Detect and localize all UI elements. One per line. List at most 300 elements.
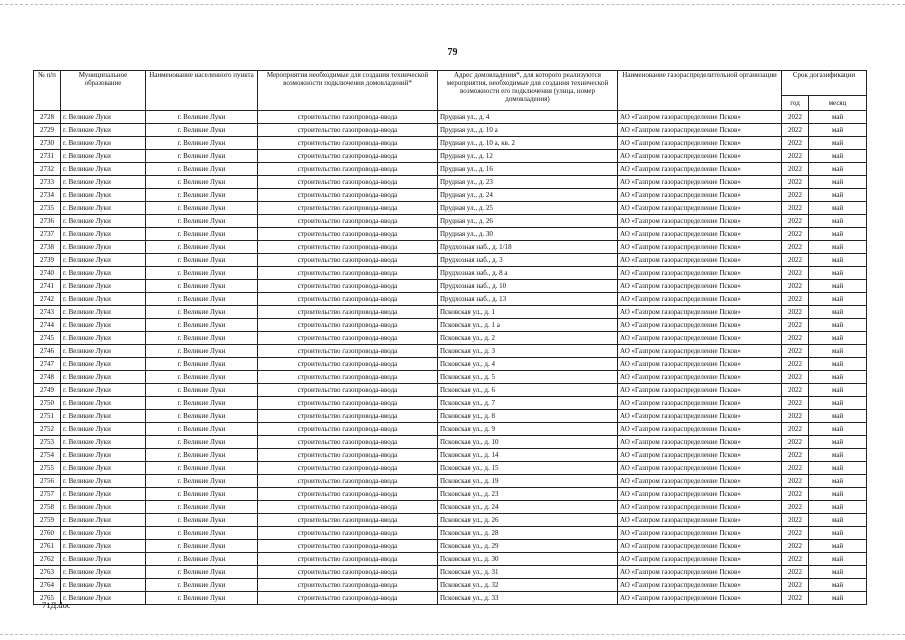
organization-cell: АО «Газпром газораспределение Псков»: [618, 215, 782, 228]
organization-cell: АО «Газпром газораспределение Псков»: [618, 306, 782, 319]
settlement-cell: г. Великие Луки: [146, 215, 258, 228]
address-cell: Псковская ул., д. 3: [438, 345, 618, 358]
table-row: [34, 384, 867, 397]
measure-cell: строительство газопровода-ввода: [258, 436, 438, 449]
address-cell: Прудхозная наб., д. 10: [438, 280, 618, 293]
month-cell: май: [809, 254, 867, 267]
row-number: 2739: [34, 254, 61, 267]
address-cell: Псковская ул., д. 30: [438, 553, 618, 566]
month-cell: май: [809, 124, 867, 137]
row-number: 2730: [34, 137, 61, 150]
table-row: [34, 319, 867, 332]
address-cell: Прудная ул., д. 4: [438, 111, 618, 124]
organization-cell: АО «Газпром газораспределение Псков»: [618, 267, 782, 280]
municipality-cell: г. Великие Луки: [61, 176, 146, 189]
measure-cell: строительство газопровода-ввода: [258, 501, 438, 514]
organization-cell: АО «Газпром газораспределение Псков»: [618, 332, 782, 345]
row-number: 2743: [34, 306, 61, 319]
settlement-cell: г. Великие Луки: [146, 150, 258, 163]
settlement-cell: г. Великие Луки: [146, 358, 258, 371]
measure-cell: строительство газопровода-ввода: [258, 215, 438, 228]
row-number: 2742: [34, 293, 61, 306]
row-number: 2756: [34, 475, 61, 488]
row-number: 2735: [34, 202, 61, 215]
municipality-cell: г. Великие Луки: [61, 462, 146, 475]
settlement-cell: г. Великие Луки: [146, 592, 258, 605]
gasification-table: [33, 70, 867, 605]
municipality-cell: г. Великие Луки: [61, 553, 146, 566]
year-cell: 2022: [782, 488, 809, 501]
municipality-cell: г. Великие Луки: [61, 384, 146, 397]
settlement-cell: г. Великие Луки: [146, 462, 258, 475]
table-row: [34, 267, 867, 280]
address-cell: Псковская ул., д. 4: [438, 358, 618, 371]
settlement-cell: г. Великие Луки: [146, 189, 258, 202]
address-cell: Прудная ул., д. 30: [438, 228, 618, 241]
month-cell: май: [809, 566, 867, 579]
address-cell: Псковская ул., д. 23: [438, 488, 618, 501]
municipality-cell: г. Великие Луки: [61, 592, 146, 605]
measure-cell: строительство газопровода-ввода: [258, 358, 438, 371]
address-cell: Псковская ул., д. 6: [438, 384, 618, 397]
measure-cell: строительство газопровода-ввода: [258, 137, 438, 150]
measure-cell: строительство газопровода-ввода: [258, 527, 438, 540]
month-cell: май: [809, 592, 867, 605]
municipality-cell: г. Великие Луки: [61, 566, 146, 579]
table-row: [34, 137, 867, 150]
table-row: [34, 488, 867, 501]
organization-cell: АО «Газпром газораспределение Псков»: [618, 293, 782, 306]
municipality-cell: г. Великие Луки: [61, 423, 146, 436]
row-number: 2746: [34, 345, 61, 358]
measure-cell: строительство газопровода-ввода: [258, 553, 438, 566]
address-cell: Прудхозная наб., д. 3: [438, 254, 618, 267]
year-cell: 2022: [782, 137, 809, 150]
table-row: [34, 150, 867, 163]
address-cell: Псковская ул., д. 1: [438, 306, 618, 319]
measure-cell: строительство газопровода-ввода: [258, 280, 438, 293]
municipality-cell: г. Великие Луки: [61, 475, 146, 488]
row-number: 2728: [34, 111, 61, 124]
measure-cell: строительство газопровода-ввода: [258, 254, 438, 267]
month-cell: май: [809, 215, 867, 228]
month-cell: май: [809, 319, 867, 332]
measure-cell: строительство газопровода-ввода: [258, 592, 438, 605]
municipality-cell: г. Великие Луки: [61, 488, 146, 501]
municipality-cell: г. Великие Луки: [61, 137, 146, 150]
measure-cell: строительство газопровода-ввода: [258, 332, 438, 345]
table-row: [34, 176, 867, 189]
measure-cell: строительство газопровода-ввода: [258, 345, 438, 358]
settlement-cell: г. Великие Луки: [146, 111, 258, 124]
table-row: [34, 566, 867, 579]
month-cell: май: [809, 358, 867, 371]
address-cell: Псковская ул., д. 24: [438, 501, 618, 514]
year-cell: 2022: [782, 228, 809, 241]
address-cell: Прудная ул., д. 26: [438, 215, 618, 228]
address-cell: Псковская ул., д. 8: [438, 410, 618, 423]
month-cell: май: [809, 579, 867, 592]
year-cell: 2022: [782, 592, 809, 605]
settlement-cell: г. Великие Луки: [146, 137, 258, 150]
table-row: [34, 293, 867, 306]
table-row: [34, 462, 867, 475]
municipality-cell: г. Великие Луки: [61, 514, 146, 527]
organization-cell: АО «Газпром газораспределение Псков»: [618, 553, 782, 566]
address-cell: Псковская ул., д. 31: [438, 566, 618, 579]
year-cell: 2022: [782, 202, 809, 215]
municipality-cell: г. Великие Луки: [61, 241, 146, 254]
settlement-cell: г. Великие Луки: [146, 397, 258, 410]
measure-cell: строительство газопровода-ввода: [258, 566, 438, 579]
row-number: 2755: [34, 462, 61, 475]
measure-cell: строительство газопровода-ввода: [258, 488, 438, 501]
table-row: [34, 111, 867, 124]
year-cell: 2022: [782, 410, 809, 423]
settlement-cell: г. Великие Луки: [146, 410, 258, 423]
address-cell: Прудная ул., д. 12: [438, 150, 618, 163]
year-cell: 2022: [782, 124, 809, 137]
municipality-cell: г. Великие Луки: [61, 215, 146, 228]
month-cell: май: [809, 280, 867, 293]
table-row: [34, 501, 867, 514]
measure-cell: строительство газопровода-ввода: [258, 124, 438, 137]
organization-cell: АО «Газпром газораспределение Псков»: [618, 254, 782, 267]
municipality-cell: г. Великие Луки: [61, 345, 146, 358]
row-number: 2747: [34, 358, 61, 371]
municipality-cell: г. Великие Луки: [61, 410, 146, 423]
header-organization: Наименование газораспределительной организации: [618, 71, 782, 111]
row-number: 2750: [34, 397, 61, 410]
organization-cell: АО «Газпром газораспределение Псков»: [618, 319, 782, 332]
address-cell: Псковская ул., д. 14: [438, 449, 618, 462]
measure-cell: строительство газопровода-ввода: [258, 319, 438, 332]
year-cell: 2022: [782, 319, 809, 332]
row-number: 2732: [34, 163, 61, 176]
address-cell: Прудная ул., д. 25: [438, 202, 618, 215]
table-row: [34, 124, 867, 137]
row-number: 2749: [34, 384, 61, 397]
table-row: [34, 579, 867, 592]
organization-cell: АО «Газпром газораспределение Псков»: [618, 241, 782, 254]
header-measures: Мероприятия необходимые для создания технической возможности подключения домовладений*: [258, 71, 438, 111]
measure-cell: строительство газопровода-ввода: [258, 384, 438, 397]
address-cell: Псковская ул., д. 9: [438, 423, 618, 436]
settlement-cell: г. Великие Луки: [146, 423, 258, 436]
month-cell: май: [809, 501, 867, 514]
settlement-cell: г. Великие Луки: [146, 254, 258, 267]
year-cell: 2022: [782, 189, 809, 202]
year-cell: 2022: [782, 280, 809, 293]
address-cell: Псковская ул., д. 1 а: [438, 319, 618, 332]
address-cell: Псковская ул., д. 15: [438, 462, 618, 475]
address-cell: Прудная ул., д. 16: [438, 163, 618, 176]
organization-cell: АО «Газпром газораспределение Псков»: [618, 449, 782, 462]
measure-cell: строительство газопровода-ввода: [258, 371, 438, 384]
table-row: [34, 189, 867, 202]
row-number: 2740: [34, 267, 61, 280]
year-cell: 2022: [782, 306, 809, 319]
organization-cell: АО «Газпром газораспределение Псков»: [618, 111, 782, 124]
row-number: 2753: [34, 436, 61, 449]
month-cell: май: [809, 449, 867, 462]
address-cell: Прудхозная наб., д. 13: [438, 293, 618, 306]
address-cell: Псковская ул., д. 29: [438, 540, 618, 553]
settlement-cell: г. Великие Луки: [146, 319, 258, 332]
municipality-cell: г. Великие Луки: [61, 449, 146, 462]
organization-cell: АО «Газпром газораспределение Псков»: [618, 579, 782, 592]
month-cell: май: [809, 514, 867, 527]
address-cell: Псковская ул., д. 28: [438, 527, 618, 540]
municipality-cell: г. Великие Луки: [61, 111, 146, 124]
municipality-cell: г. Великие Луки: [61, 371, 146, 384]
measure-cell: строительство газопровода-ввода: [258, 150, 438, 163]
footer-filename: 71Д.doc: [42, 600, 71, 610]
organization-cell: АО «Газпром газораспределение Псков»: [618, 228, 782, 241]
table-row: [34, 527, 867, 540]
year-cell: 2022: [782, 436, 809, 449]
table-row: [34, 163, 867, 176]
organization-cell: АО «Газпром газораспределение Псков»: [618, 540, 782, 553]
municipality-cell: г. Великие Луки: [61, 124, 146, 137]
measure-cell: строительство газопровода-ввода: [258, 267, 438, 280]
year-cell: 2022: [782, 332, 809, 345]
table-row: [34, 553, 867, 566]
table-row: [34, 202, 867, 215]
year-cell: 2022: [782, 345, 809, 358]
row-number: 2731: [34, 150, 61, 163]
header-term: Срок догазификации: [782, 71, 867, 96]
organization-cell: АО «Газпром газораспределение Псков»: [618, 566, 782, 579]
table-row: [34, 358, 867, 371]
address-cell: Прудная ул., д. 10 а, кв. 2: [438, 137, 618, 150]
organization-cell: АО «Газпром газораспределение Псков»: [618, 488, 782, 501]
settlement-cell: г. Великие Луки: [146, 267, 258, 280]
settlement-cell: г. Великие Луки: [146, 371, 258, 384]
header-address: Адрес домовладения*, для которого реализуются мероприятия, необходимые для создания технической возможности его подключения (улица, номер домовладения): [438, 71, 618, 111]
table-row: [34, 423, 867, 436]
settlement-cell: г. Великие Луки: [146, 540, 258, 553]
table-row: [34, 436, 867, 449]
address-cell: Псковская ул., д. 19: [438, 475, 618, 488]
municipality-cell: г. Великие Луки: [61, 540, 146, 553]
month-cell: май: [809, 176, 867, 189]
year-cell: 2022: [782, 397, 809, 410]
month-cell: май: [809, 111, 867, 124]
month-cell: май: [809, 150, 867, 163]
address-cell: Псковская ул., д. 26: [438, 514, 618, 527]
settlement-cell: г. Великие Луки: [146, 163, 258, 176]
settlement-cell: г. Великие Луки: [146, 241, 258, 254]
table-row: [34, 306, 867, 319]
measure-cell: строительство газопровода-ввода: [258, 410, 438, 423]
address-cell: Псковская ул., д. 33: [438, 592, 618, 605]
row-number: 2757: [34, 488, 61, 501]
header-num: № п/п: [34, 71, 61, 111]
month-cell: май: [809, 267, 867, 280]
measure-cell: строительство газопровода-ввода: [258, 163, 438, 176]
month-cell: май: [809, 384, 867, 397]
year-cell: 2022: [782, 462, 809, 475]
row-number: 2760: [34, 527, 61, 540]
address-cell: Псковская ул., д. 7: [438, 397, 618, 410]
row-number: 2748: [34, 371, 61, 384]
table-row: [34, 449, 867, 462]
row-number: 2737: [34, 228, 61, 241]
organization-cell: АО «Газпром газораспределение Псков»: [618, 189, 782, 202]
top-edge-line: [0, 4, 905, 5]
year-cell: 2022: [782, 423, 809, 436]
row-number: 2734: [34, 189, 61, 202]
year-cell: 2022: [782, 358, 809, 371]
year-cell: 2022: [782, 449, 809, 462]
organization-cell: АО «Газпром газораспределение Псков»: [618, 137, 782, 150]
municipality-cell: г. Великие Луки: [61, 293, 146, 306]
table-row: [34, 280, 867, 293]
header-municipality: Муниципальное образование: [61, 71, 146, 111]
row-number: 2741: [34, 280, 61, 293]
settlement-cell: г. Великие Луки: [146, 176, 258, 189]
month-cell: май: [809, 371, 867, 384]
month-cell: май: [809, 202, 867, 215]
month-cell: май: [809, 553, 867, 566]
measure-cell: строительство газопровода-ввода: [258, 111, 438, 124]
organization-cell: АО «Газпром газораспределение Псков»: [618, 280, 782, 293]
settlement-cell: г. Великие Луки: [146, 553, 258, 566]
organization-cell: АО «Газпром газораспределение Псков»: [618, 176, 782, 189]
month-cell: май: [809, 436, 867, 449]
month-cell: май: [809, 410, 867, 423]
year-cell: 2022: [782, 241, 809, 254]
settlement-cell: г. Великие Луки: [146, 514, 258, 527]
year-cell: 2022: [782, 150, 809, 163]
month-cell: май: [809, 163, 867, 176]
organization-cell: АО «Газпром газораспределение Псков»: [618, 124, 782, 137]
row-number: 2754: [34, 449, 61, 462]
year-cell: 2022: [782, 527, 809, 540]
organization-cell: АО «Газпром газораспределение Псков»: [618, 358, 782, 371]
measure-cell: строительство газопровода-ввода: [258, 293, 438, 306]
year-cell: 2022: [782, 215, 809, 228]
organization-cell: АО «Газпром газораспределение Псков»: [618, 150, 782, 163]
row-number: 2752: [34, 423, 61, 436]
organization-cell: АО «Газпром газораспределение Псков»: [618, 345, 782, 358]
settlement-cell: г. Великие Луки: [146, 566, 258, 579]
measure-cell: строительство газопровода-ввода: [258, 241, 438, 254]
municipality-cell: г. Великие Луки: [61, 202, 146, 215]
year-cell: 2022: [782, 514, 809, 527]
row-number: 2736: [34, 215, 61, 228]
month-cell: май: [809, 241, 867, 254]
municipality-cell: г. Великие Луки: [61, 579, 146, 592]
row-number: 2759: [34, 514, 61, 527]
address-cell: Прудная ул., д. 10 а: [438, 124, 618, 137]
table-row: [34, 215, 867, 228]
month-cell: май: [809, 228, 867, 241]
month-cell: май: [809, 293, 867, 306]
year-cell: 2022: [782, 163, 809, 176]
header-month: месяц: [809, 96, 867, 111]
organization-cell: АО «Газпром газораспределение Псков»: [618, 423, 782, 436]
organization-cell: АО «Газпром газораспределение Псков»: [618, 514, 782, 527]
row-number: 2761: [34, 540, 61, 553]
municipality-cell: г. Великие Луки: [61, 280, 146, 293]
year-cell: 2022: [782, 566, 809, 579]
table-row: [34, 514, 867, 527]
organization-cell: АО «Газпром газораспределение Псков»: [618, 475, 782, 488]
address-cell: Прудхозная наб., д. 1/18: [438, 241, 618, 254]
settlement-cell: г. Великие Луки: [146, 202, 258, 215]
row-number: 2758: [34, 501, 61, 514]
organization-cell: АО «Газпром газораспределение Псков»: [618, 527, 782, 540]
municipality-cell: г. Великие Луки: [61, 358, 146, 371]
settlement-cell: г. Великие Луки: [146, 449, 258, 462]
year-cell: 2022: [782, 293, 809, 306]
organization-cell: АО «Газпром газораспределение Псков»: [618, 410, 782, 423]
table-row: [34, 397, 867, 410]
municipality-cell: г. Великие Луки: [61, 501, 146, 514]
measure-cell: строительство газопровода-ввода: [258, 202, 438, 215]
row-number: 2765: [34, 592, 61, 605]
month-cell: май: [809, 306, 867, 319]
table-row: [34, 345, 867, 358]
year-cell: 2022: [782, 553, 809, 566]
settlement-cell: г. Великие Луки: [146, 345, 258, 358]
month-cell: май: [809, 332, 867, 345]
measure-cell: строительство газопровода-ввода: [258, 176, 438, 189]
measure-cell: строительство газопровода-ввода: [258, 228, 438, 241]
settlement-cell: г. Великие Луки: [146, 488, 258, 501]
year-cell: 2022: [782, 254, 809, 267]
table-row: [34, 254, 867, 267]
municipality-cell: г. Великие Луки: [61, 228, 146, 241]
header-year: год: [782, 96, 809, 111]
table-row: [34, 410, 867, 423]
row-number: 2762: [34, 553, 61, 566]
settlement-cell: г. Великие Луки: [146, 306, 258, 319]
organization-cell: АО «Газпром газораспределение Псков»: [618, 202, 782, 215]
municipality-cell: г. Великие Луки: [61, 189, 146, 202]
month-cell: май: [809, 475, 867, 488]
municipality-cell: г. Великие Луки: [61, 527, 146, 540]
row-number: 2763: [34, 566, 61, 579]
year-cell: 2022: [782, 540, 809, 553]
address-cell: Псковская ул., д. 5: [438, 371, 618, 384]
municipality-cell: г. Великие Луки: [61, 436, 146, 449]
year-cell: 2022: [782, 267, 809, 280]
settlement-cell: г. Великие Луки: [146, 280, 258, 293]
year-cell: 2022: [782, 501, 809, 514]
header-settlement: Наименование населенного пункта: [146, 71, 258, 111]
month-cell: май: [809, 488, 867, 501]
organization-cell: АО «Газпром газораспределение Псков»: [618, 384, 782, 397]
month-cell: май: [809, 189, 867, 202]
settlement-cell: г. Великие Луки: [146, 527, 258, 540]
measure-cell: строительство газопровода-ввода: [258, 475, 438, 488]
row-number: 2751: [34, 410, 61, 423]
table-row: [34, 241, 867, 254]
municipality-cell: г. Великие Луки: [61, 332, 146, 345]
organization-cell: АО «Газпром газораспределение Псков»: [618, 501, 782, 514]
address-cell: Прудхозная наб., д. 8 а: [438, 267, 618, 280]
bottom-edge-line: [0, 634, 905, 635]
organization-cell: АО «Газпром газораспределение Псков»: [618, 371, 782, 384]
settlement-cell: г. Великие Луки: [146, 384, 258, 397]
organization-cell: АО «Газпром газораспределение Псков»: [618, 397, 782, 410]
settlement-cell: г. Великие Луки: [146, 436, 258, 449]
row-number: 2764: [34, 579, 61, 592]
table-row: [34, 332, 867, 345]
